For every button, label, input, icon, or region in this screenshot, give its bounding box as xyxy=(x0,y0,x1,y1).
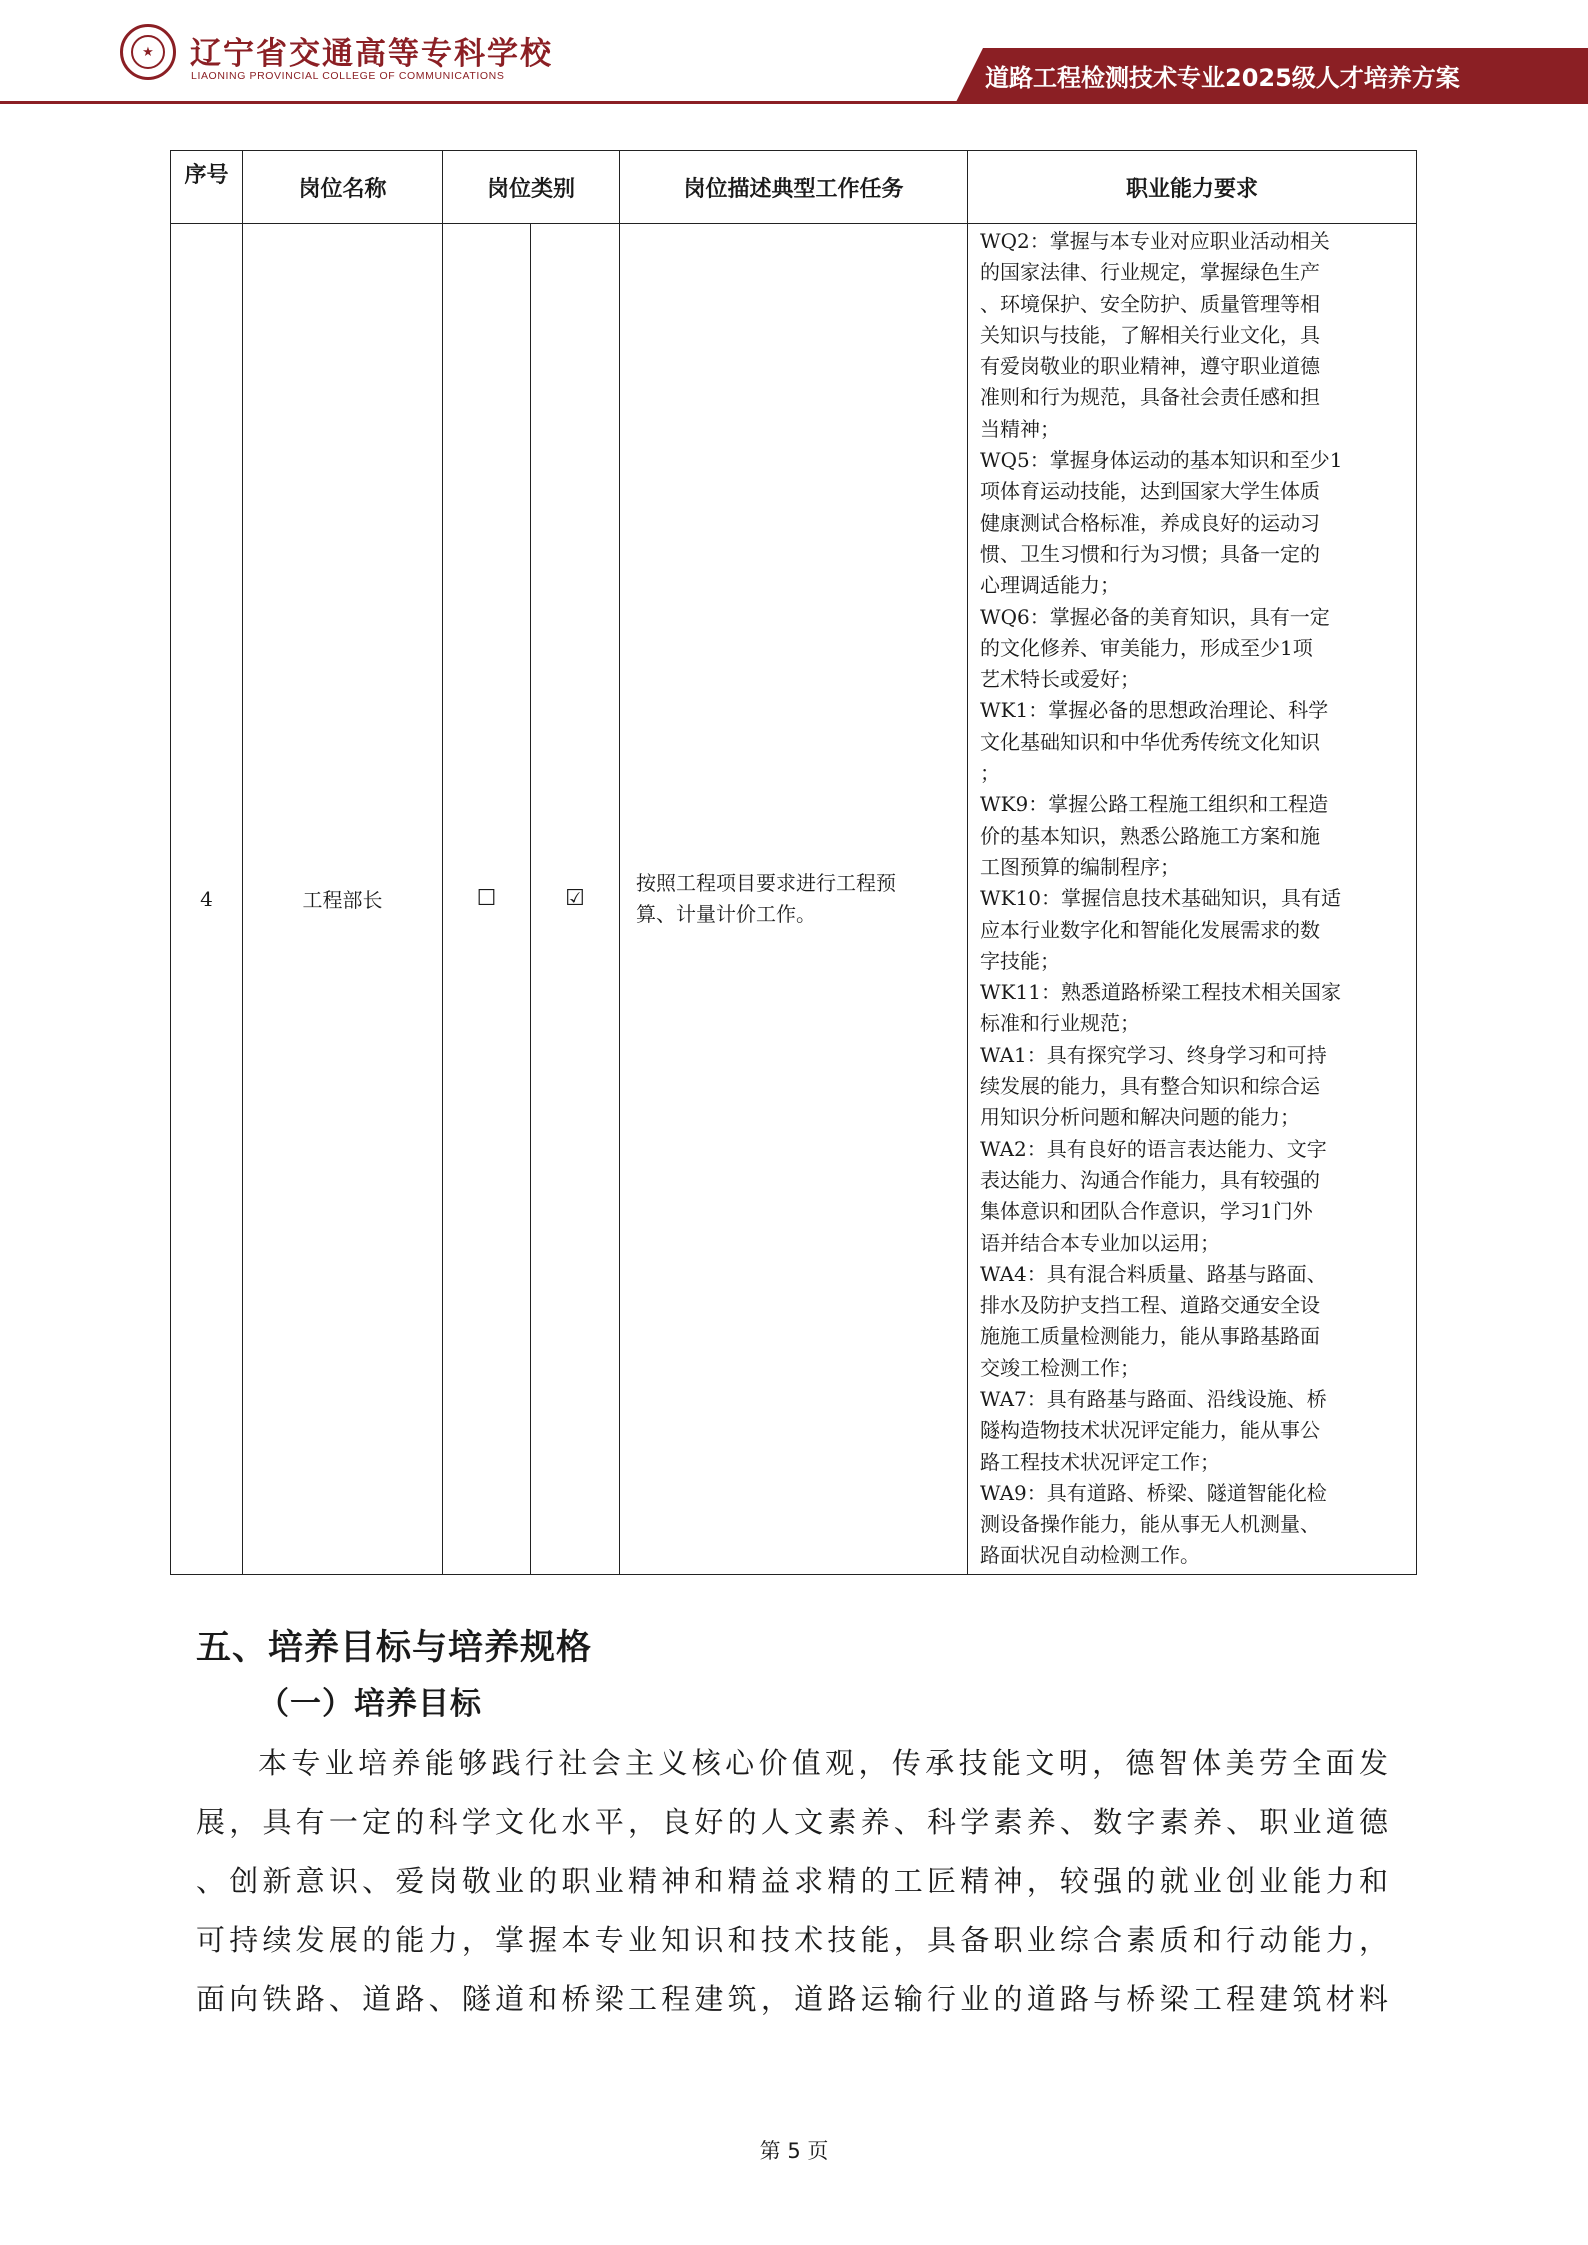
requirement-line: 准则和行为规范，具备社会责任感和担 xyxy=(980,385,1321,410)
requirement-line: WK11：熟悉道路桥梁工程技术相关国家 xyxy=(980,980,1341,1005)
document-title: 道路工程检测技术专业2025级人才培养方案 xyxy=(985,64,1460,92)
requirement-line: WQ2：掌握与本专业对应职业活动相关 xyxy=(980,229,1330,253)
requirement-line: ； xyxy=(980,761,1001,786)
description-line: 算、计量计价工作。 xyxy=(636,901,817,926)
category-checkbox-2 xyxy=(531,224,620,1575)
row-job-name: 工程部长 xyxy=(243,224,443,1575)
requirement-line: 续发展的能力，具有整合知识和综合运 xyxy=(980,1074,1321,1099)
requirement-line: 表达能力、沟通合作能力，具有较强的 xyxy=(980,1167,1321,1192)
section-title: 五、培养目标与培养规格 xyxy=(196,1627,593,1668)
header-ability-requirements: 职业能力要求 xyxy=(968,151,1417,224)
paragraph-line: 、创新意识、爱岗敬业的职业精神和精益求精的工匠精神，较强的就业创业能力和 xyxy=(196,1864,1393,1898)
requirement-line: 关知识与技能，了解相关行业文化，具 xyxy=(980,322,1321,347)
requirement-line: 路工程技术状况评定工作； xyxy=(980,1449,1221,1474)
table-row xyxy=(171,224,1417,1575)
description-line: 按照工程项目要求进行工程预 xyxy=(636,870,897,895)
requirement-line: 排水及防护支挡工程、道路交通安全设 xyxy=(980,1293,1321,1318)
requirement-line: 艺术特长或爱好； xyxy=(980,667,1141,692)
requirement-line: 字技能； xyxy=(980,948,1061,973)
requirement-line: WQ5：掌握身体运动的基本知识和至少1 xyxy=(980,448,1343,473)
header-job-category: 岗位类别 xyxy=(443,151,620,224)
requirement-line: WA7：具有路基与路面、沿线设施、桥 xyxy=(980,1386,1327,1411)
job-table xyxy=(170,150,1417,1575)
requirement-line: 集体意识和团队合作意识，学习1门外 xyxy=(980,1199,1313,1224)
header-seq: 序号 xyxy=(171,151,243,224)
requirement-line: 健康测试合格标准，养成良好的运动习 xyxy=(980,510,1321,535)
requirement-line: 标准和行业规范； xyxy=(980,1011,1141,1036)
paragraph-line: 可持续发展的能力，掌握本专业知识和技术技能，具备职业综合素质和行动能力， xyxy=(196,1923,1393,1957)
category-checkbox-1 xyxy=(443,224,531,1575)
requirement-line: 施施工质量检测能力，能从事路基路面 xyxy=(980,1324,1321,1349)
requirement-line: WK1：掌握必备的思想政治理论、科学 xyxy=(980,698,1329,723)
requirement-line: WK9：掌握公路工程施工组织和工程造 xyxy=(980,792,1329,817)
requirement-line: 工图预算的编制程序； xyxy=(980,854,1181,879)
school-logo-icon: ★ xyxy=(120,24,176,80)
unchecked-box-icon: ☐ xyxy=(476,886,497,912)
row-job-description xyxy=(620,224,968,1575)
page-header xyxy=(0,0,1588,104)
paragraph-line: 面向铁路、道路、隧道和桥梁工程建筑，道路运输行业的道路与桥梁工程建筑材料 xyxy=(196,1982,1393,2016)
requirement-line: 心理调适能力； xyxy=(980,573,1121,598)
page-number: 第 5 页 xyxy=(759,2139,829,2163)
requirement-line: 价的基本知识，熟悉公路施工方案和施 xyxy=(980,823,1321,848)
checked-box-icon: ☑ xyxy=(565,886,585,912)
school-name-en: LIAONING PROVINCIAL COLLEGE OF COMMUNICATIONS xyxy=(191,70,505,82)
requirement-line: 惯、卫生习惯和行为习惯；具备一定的 xyxy=(980,541,1321,566)
requirement-line: 的国家法律、行业规定，掌握绿色生产 xyxy=(980,260,1321,285)
requirement-line: WA4：具有混合料质量、路基与路面、 xyxy=(980,1261,1327,1286)
row-ability-requirements xyxy=(968,224,1417,1575)
requirement-line: 、环境保护、安全防护、质量管理等相 xyxy=(980,291,1321,316)
school-name-cn: 辽宁省交通高等专科学校 xyxy=(190,36,553,72)
paragraph-line: 本专业培养能够践行社会主义核心价值观，传承技能文明，德智体美劳全面发 xyxy=(258,1746,1393,1780)
requirement-line: 语并结合本专业加以运用； xyxy=(980,1230,1221,1255)
requirement-line: 项体育运动技能，达到国家大学生体质 xyxy=(980,479,1321,504)
requirement-line: 文化基础知识和中华优秀传统文化知识 xyxy=(980,729,1321,754)
requirement-line: WK10：掌握信息技术基础知识，具有适 xyxy=(980,886,1341,911)
requirement-line: WA9：具有道路、桥梁、隧道智能化检 xyxy=(980,1480,1327,1505)
requirement-line: 应本行业数字化和智能化发展需求的数 xyxy=(980,917,1321,942)
requirement-line: 当精神； xyxy=(980,416,1061,441)
table-header-row xyxy=(171,151,1417,224)
requirement-line: 隧构造物技术状况评定能力，能从事公 xyxy=(980,1418,1321,1443)
requirement-line: WA1：具有探究学习、终身学习和可持 xyxy=(980,1042,1327,1067)
header-rule xyxy=(0,101,1588,104)
requirement-line: 路面状况自动检测工作。 xyxy=(980,1543,1201,1568)
requirement-line: WA2：具有良好的语言表达能力、文字 xyxy=(980,1136,1327,1161)
requirement-line: WQ6：掌握必备的美育知识，具有一定 xyxy=(980,604,1330,629)
requirement-line: 交竣工检测工作； xyxy=(980,1355,1141,1380)
row-seq: 4 xyxy=(171,224,243,1575)
requirement-line: 用知识分析问题和解决问题的能力； xyxy=(980,1105,1301,1130)
paragraph-line: 展，具有一定的科学文化水平，良好的人文素养、科学素养、数字素养、职业道德 xyxy=(196,1805,1393,1839)
header-job-description: 岗位描述典型工作任务 xyxy=(620,151,968,224)
requirement-line: 有爱岗敬业的职业精神，遵守职业道德 xyxy=(980,354,1321,379)
requirement-line: 的文化修养、审美能力，形成至少1项 xyxy=(980,635,1313,660)
requirement-line: 测设备操作能力，能从事无人机测量、 xyxy=(980,1512,1321,1537)
subsection-title: （一）培养目标 xyxy=(258,1686,482,1722)
header-job-name: 岗位名称 xyxy=(243,151,443,224)
